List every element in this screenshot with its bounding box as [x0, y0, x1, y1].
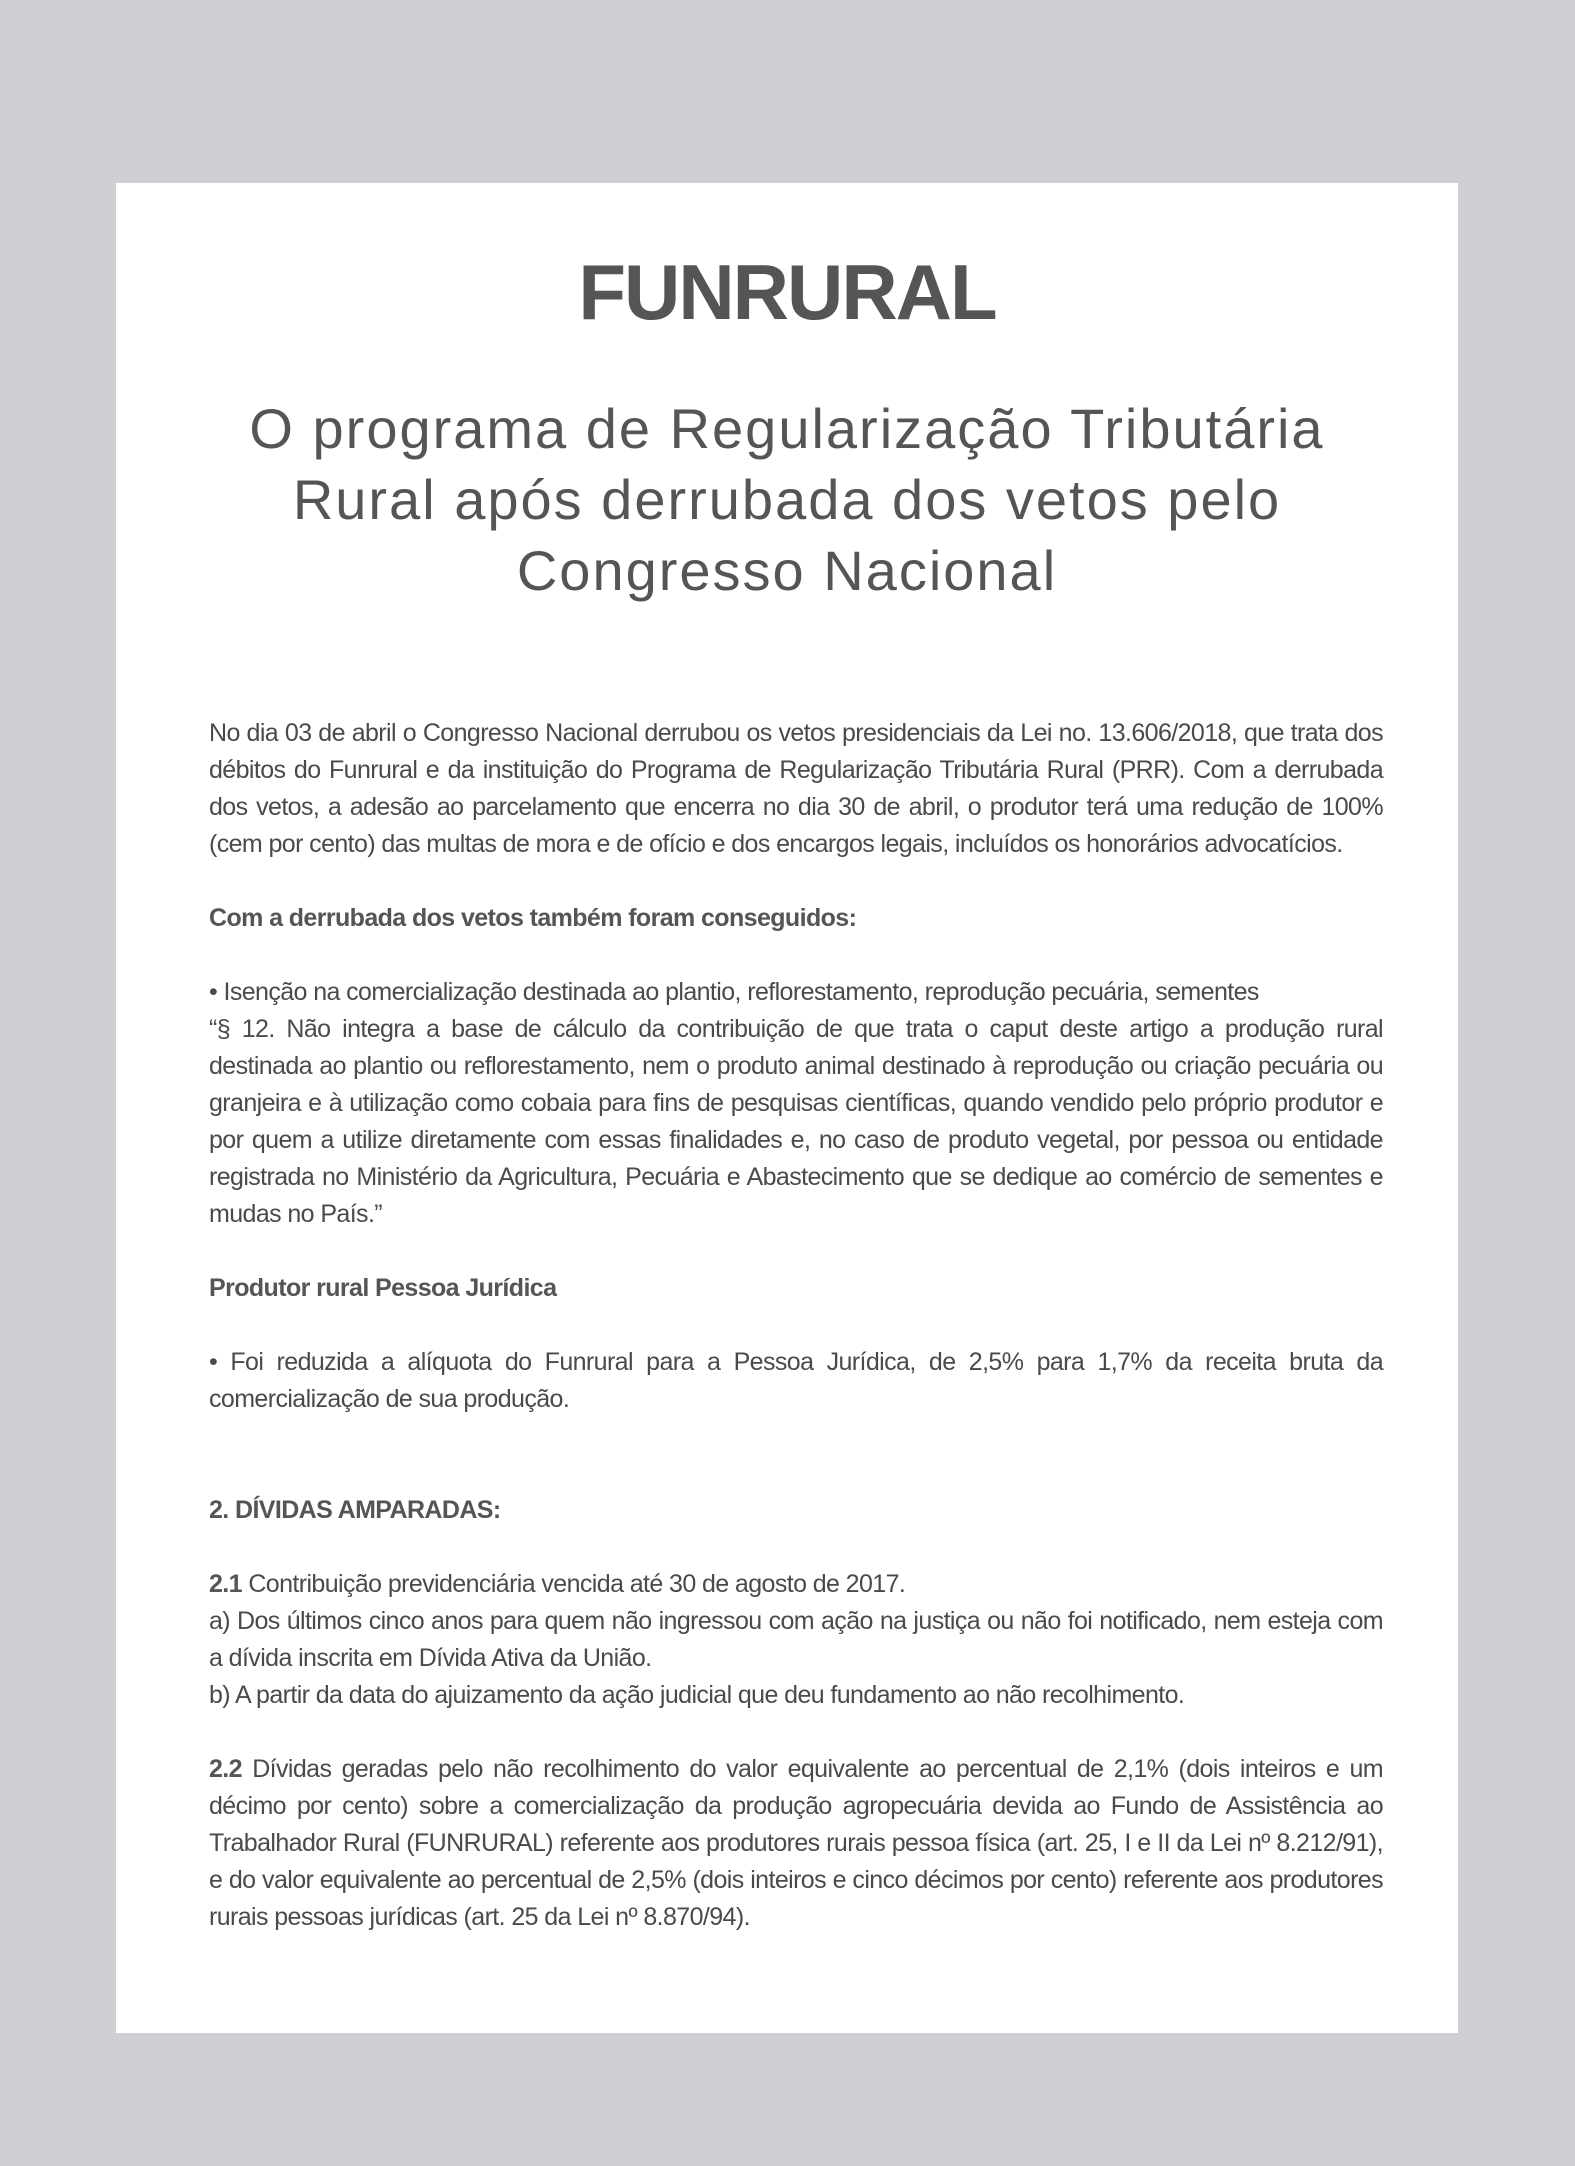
item-2-1-a: a) Dos últimos cinco anos para quem não ingressou com ação na justiça ou não foi notificado, nem esteja com a dívida inscrita em Dívida Ativa da União. — [209, 1607, 1383, 1672]
intro-paragraph: No dia 03 de abril o Congresso Nacional derrubou os vetos presidenciais da Lei no. 13.606/2018, que trata dos débitos do Funrural e da instituição do Programa de Regularização Tributária Rural (PRR). Com a derrubada dos vetos, a adesão ao parcelamento que encerra no dia 30 de abril, o produtor terá uma redução de 100% (cem por cento) das multas de mora e de ofício e dos encargos legais, incluídos os honorários advocatícios. — [209, 719, 1383, 858]
item-2-1-number: 2.1 — [209, 1570, 242, 1598]
document-subtitle — [116, 393, 1458, 606]
bullet-isencao-title: • Isenção na comercialização destinada ao plantio, reflorestamento, reprodução pecuária, sementes — [209, 978, 1259, 1006]
item-2-2-text: Dívidas geradas pelo não recolhimento do valor equivalente ao percentual de 2,1% (dois inteiros e um décimo por cento) sobre a comercialização da produção agropecuária devida ao Fundo de Assistência ao Trabalhador Rural (FUNRURAL) referente aos produtores rurais pessoa física (art. 25, I e II da Lei nº 8.212/91), e do valor equivalente ao percentual de 2,5% (dois inteiros e cinco décimos por cento) referente aos produtores rurais pessoas jurídicas (art. 25 da Lei nº 8.870/94). — [209, 1755, 1383, 1931]
section-heading-pessoa-juridica: Produtor rural Pessoa Jurídica — [209, 1274, 557, 1302]
subtitle-line-3: Congresso Nacional — [516, 539, 1058, 602]
subtitle-line-2: Rural após derrubada dos vetos pelo — [292, 468, 1282, 531]
section-heading-dividas: 2. DÍVIDAS AMPARADAS: — [209, 1496, 501, 1524]
item-2-1-text: Contribuição previdenciária vencida até 30 de agosto de 2017. — [241, 1570, 906, 1598]
bullet-isencao — [209, 974, 1383, 1233]
item-2-1-b: b) A partir da data do ajuizamento da ação judicial que deu fundamento ao não recolhimento. — [209, 1681, 1185, 1709]
item-2-2 — [209, 1751, 1383, 1936]
document-title: FUNRURAL — [578, 248, 996, 336]
document-body — [209, 715, 1383, 1936]
bullet-aliquota: • Foi reduzida a alíquota do Funrural para a Pessoa Jurídica, de 2,5% para 1,7% da receita bruta da comercialização de sua produção. — [209, 1348, 1383, 1413]
subtitle-line-1: O programa de Regularização Tributária — [249, 397, 1325, 460]
section-heading-vetos: Com a derrubada dos vetos também foram conseguidos: — [209, 904, 857, 932]
item-2-2-number: 2.2 — [209, 1755, 242, 1783]
item-2-1 — [209, 1566, 1383, 1603]
document-page — [116, 183, 1458, 2033]
bullet-isencao-quote: “§ 12. Não integra a base de cálculo da contribuição de que trata o caput deste artigo a produção rural destinada ao plantio ou reflorestamento, nem o produto animal destinado à reprodução ou criação pecuária ou granjeira e à utilização como cobaia para fins de pesquisas científicas, quando vendido pelo próprio produtor e por quem a utilize diretamente com essas finalidades e, no caso de produto vegetal, por pessoa ou entidade registrada no Ministério da Agricultura, Pecuária e Abastecimento que se dedique ao comércio de sementes e mudas no País.” — [209, 1015, 1383, 1228]
